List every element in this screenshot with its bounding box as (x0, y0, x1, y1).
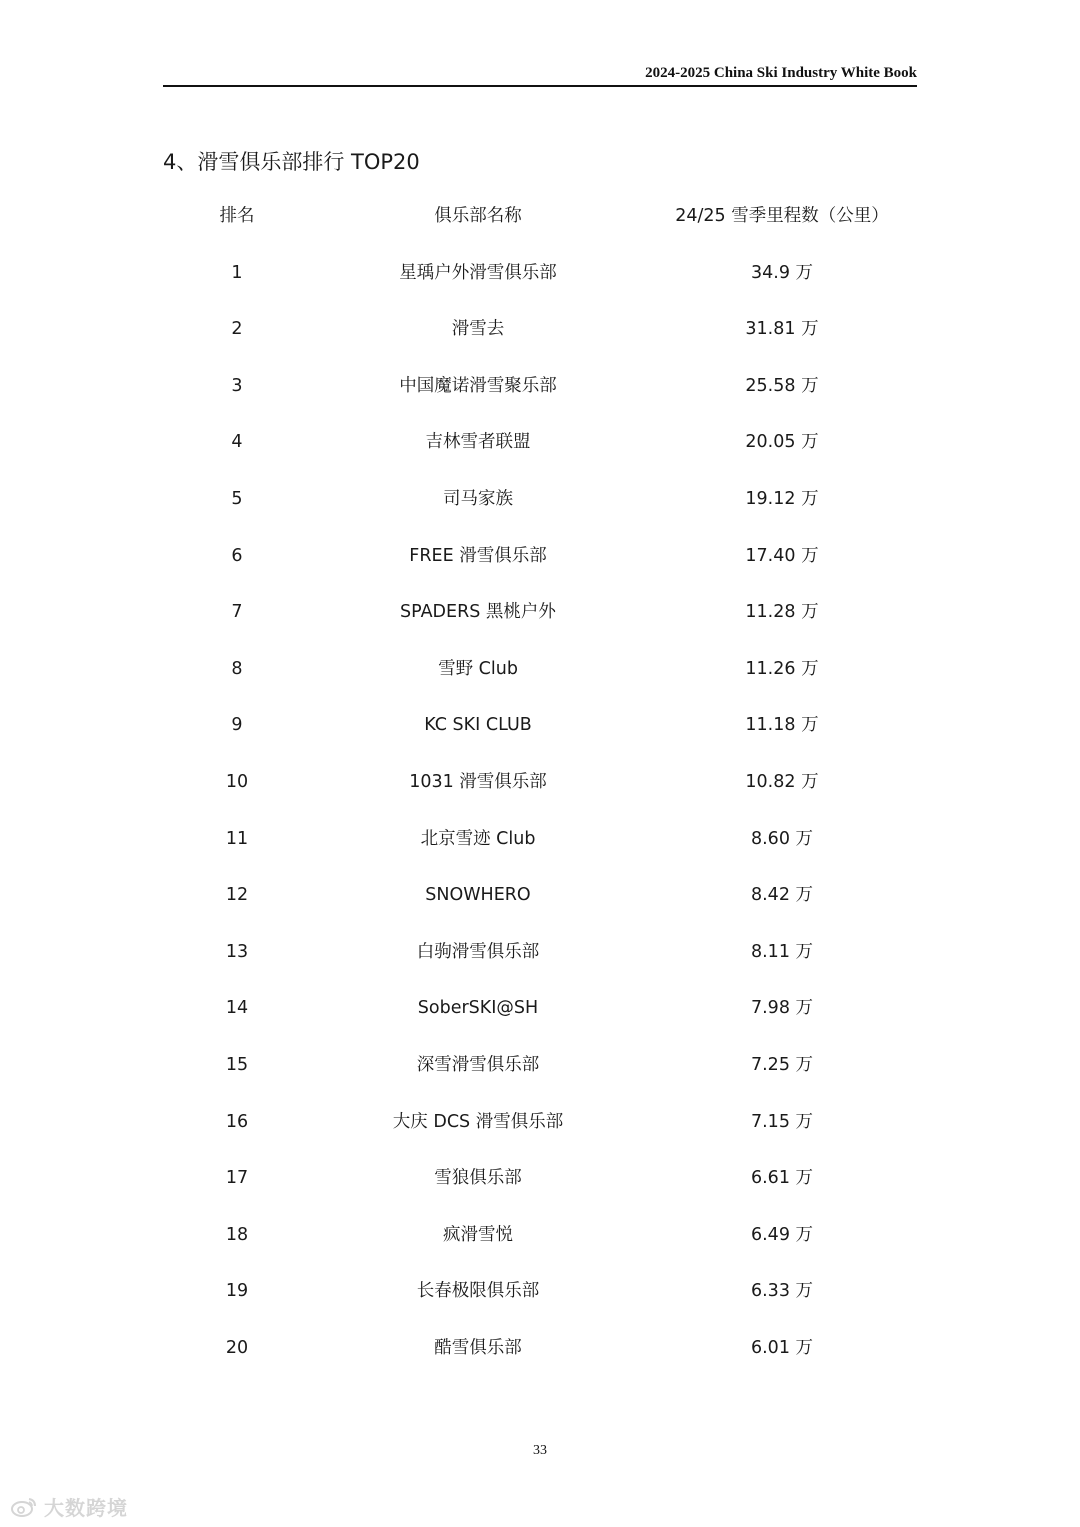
table-row (0, 358, 1080, 415)
mileage-cell: 6.33 万 (750, 1281, 814, 1302)
table-row (0, 1094, 1080, 1151)
rank-cell: 11 (225, 828, 249, 849)
table-row (0, 471, 1080, 528)
club-name-cell: SNOWHERO (425, 885, 531, 906)
club-name-cell: 大庆 DCS 滑雪俱乐部 (392, 1111, 564, 1132)
rank-cell: 3 (231, 375, 243, 396)
rank-cell: 16 (225, 1111, 249, 1132)
rank-cell: 19 (225, 1281, 249, 1302)
header-divider (163, 85, 917, 87)
ranking-table (0, 188, 1080, 1376)
column-header-club: 俱乐部名称 (434, 206, 522, 226)
table-row (0, 1263, 1080, 1320)
table-body (0, 245, 1080, 1377)
club-name-cell: 1031 滑雪俱乐部 (409, 771, 547, 792)
table-row (0, 1037, 1080, 1094)
table-row (0, 1150, 1080, 1207)
mileage-cell: 17.40 万 (745, 545, 819, 566)
document-header-title: 2024-2025 China Ski Industry White Book (645, 65, 917, 81)
mileage-cell: 6.61 万 (750, 1168, 814, 1189)
club-name-cell: 雪狼俱乐部 (434, 1168, 522, 1189)
rank-cell: 13 (225, 941, 249, 962)
mileage-cell: 11.26 万 (745, 658, 819, 679)
table-row (0, 414, 1080, 471)
mileage-cell: 10.82 万 (745, 771, 819, 792)
table-row (0, 924, 1080, 981)
mileage-cell: 8.11 万 (750, 941, 814, 962)
mileage-cell: 25.58 万 (745, 375, 819, 396)
club-name-cell: 司马家族 (443, 488, 513, 509)
rank-cell: 18 (225, 1224, 249, 1245)
club-name-cell: SPADERS 黑桃户外 (400, 602, 556, 623)
table-row (0, 1207, 1080, 1264)
watermark (10, 1492, 128, 1521)
club-name-cell: 疯滑雪悦 (443, 1224, 513, 1245)
rank-cell: 14 (225, 998, 249, 1019)
club-name-cell: 雪野 Club (438, 658, 518, 679)
mileage-cell: 8.42 万 (750, 885, 814, 906)
rank-cell: 1 (231, 262, 243, 283)
club-name-cell: 星瑀户外滑雪俱乐部 (399, 262, 557, 283)
table-row (0, 301, 1080, 358)
table-row (0, 245, 1080, 302)
mileage-cell: 31.81 万 (745, 319, 819, 340)
club-name-cell: 长春极限俱乐部 (416, 1281, 540, 1302)
club-name-cell: 深雪滑雪俱乐部 (416, 1054, 540, 1075)
mileage-cell: 34.9 万 (750, 262, 814, 283)
table-row (0, 641, 1080, 698)
club-name-cell: 滑雪去 (451, 319, 505, 340)
table-row (0, 980, 1080, 1037)
rank-cell: 15 (225, 1054, 249, 1075)
mileage-cell: 11.28 万 (745, 602, 819, 623)
rank-cell: 12 (225, 885, 249, 906)
rank-cell: 7 (231, 602, 243, 623)
mileage-cell: 7.98 万 (750, 998, 814, 1019)
mileage-cell: 6.01 万 (750, 1337, 814, 1358)
club-name-cell: 酷雪俱乐部 (434, 1337, 522, 1358)
mileage-cell: 6.49 万 (750, 1224, 814, 1245)
rank-cell: 8 (231, 658, 243, 679)
rank-cell: 5 (231, 488, 243, 509)
rank-cell: 4 (231, 432, 243, 453)
club-name-cell: 中国魔诺滑雪聚乐部 (399, 375, 557, 396)
mileage-cell: 7.25 万 (750, 1054, 814, 1075)
table-row (0, 584, 1080, 641)
table-header-row (0, 188, 1080, 245)
table-row (0, 697, 1080, 754)
rank-cell: 20 (225, 1337, 249, 1358)
column-header-rank: 排名 (219, 206, 255, 226)
table-row (0, 1320, 1080, 1377)
rank-cell: 2 (231, 319, 243, 340)
watermark-text: 大数跨境 (44, 1496, 128, 1520)
table-row (0, 811, 1080, 868)
club-name-cell: 北京雪迹 Club (420, 828, 536, 849)
club-name-cell: FREE 滑雪俱乐部 (409, 545, 547, 566)
table-row (0, 867, 1080, 924)
rank-cell: 10 (225, 771, 249, 792)
section-heading: 4、滑雪俱乐部排行 TOP20 (163, 150, 420, 174)
club-name-cell: 吉林雪者联盟 (425, 432, 531, 453)
table-row (0, 754, 1080, 811)
mileage-cell: 7.15 万 (750, 1111, 814, 1132)
mileage-cell: 8.60 万 (750, 828, 814, 849)
rank-cell: 9 (231, 715, 243, 736)
weibo-logo-icon (10, 1496, 38, 1518)
rank-cell: 6 (231, 545, 243, 566)
mileage-cell: 20.05 万 (745, 432, 819, 453)
rank-cell: 17 (225, 1168, 249, 1189)
club-name-cell: SoberSKI@SH (417, 998, 539, 1019)
club-name-cell: KC SKI CLUB (424, 715, 532, 736)
column-header-mileage: 24/25 雪季里程数（公里） (675, 206, 889, 226)
mileage-cell: 19.12 万 (745, 488, 819, 509)
club-name-cell: 白驹滑雪俱乐部 (416, 941, 540, 962)
page-number: 33 (533, 1443, 547, 1458)
table-row (0, 528, 1080, 585)
mileage-cell: 11.18 万 (745, 715, 819, 736)
